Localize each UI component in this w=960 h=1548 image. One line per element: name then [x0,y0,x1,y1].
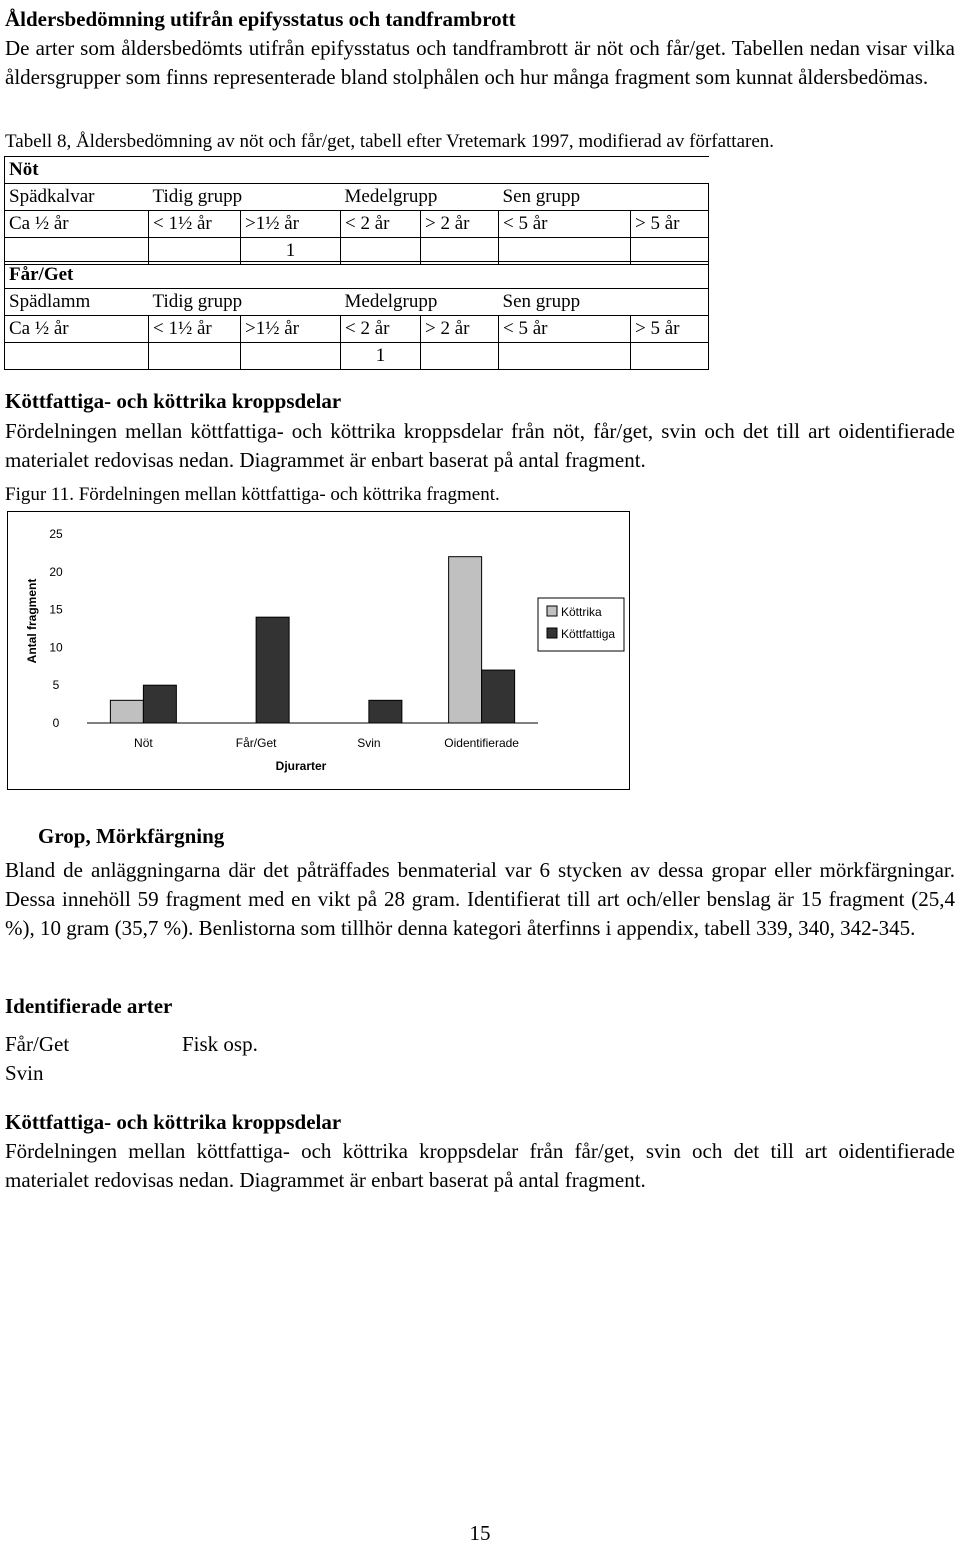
legend-swatch [547,606,557,616]
age-cell: Ca ½ år [5,211,149,238]
count-cell: 1 [341,343,421,370]
section-paragraph-grop: Bland de anläggningarna där det påträffades benmaterial var 6 stycken av dessa gropar eller mörkfärgningar. Dessa innehöll 59 fragment med en vikt på 28 gram. Identifierat till art och/eller benslag är 15 fragment (25,4 %), 10 gram (35,7 %). Benlistorna som tillhör denna kategori återfinns i appendix, tabell 339, 340, 342-345. [5,858,955,940]
age-table-not [4,156,709,265]
species-item: Svin [5,1061,44,1085]
x-tick-label: Nöt [134,736,153,750]
species-list-col1 [5,1030,175,1088]
x-axis-label: Djurarter [275,759,327,773]
y-tick-label: 0 [52,716,60,730]
species-item: Får/Get [5,1032,70,1056]
page-number: 15 [469,1521,491,1545]
chart-frame [8,512,630,790]
legend-label: Köttrika [561,605,602,619]
age-cell: > 5 år [631,316,709,343]
age-cell: < 1½ år [149,211,241,238]
y-tick-label: 5 [52,678,60,693]
group-cell: Sen grupp [499,184,709,211]
section-heading-meat-2: Köttfattiga- och köttrika kroppsdelar [5,1110,342,1134]
section-heading-age: Åldersbedömning utifrån epifysstatus och tandframbrott [5,7,516,31]
section-paragraph-meat-2: Fördelningen mellan köttfattiga- och köttrika kroppsdelar från får/get, svin och det till art oidentifierade materialet redovisas nedan. Diagrammet är enbart baserat på antal fragment. [5,1139,955,1192]
table-title-far-get: Får/Get [5,262,709,289]
age-cell: < 2 år [341,211,421,238]
age-cell: >1½ år [241,316,341,343]
count-cell [499,343,631,370]
age-cell: > 2 år [421,211,499,238]
table-title-not: Nöt [5,157,709,184]
bar-chart [7,511,630,790]
group-cell: Tidig grupp [152,186,243,207]
bar-köttfattiga [256,617,289,723]
section-heading-meat: Köttfattiga- och köttrika kroppsdelar [5,389,342,413]
section-heading-grop: Grop, Mörkfärgning [38,824,225,848]
count-cell [241,343,341,370]
x-tick-label: Svin [357,736,381,750]
count-cell [5,343,149,370]
y-tick-label: 10 [49,640,63,655]
figure-caption: Figur 11. Fördelningen mellan köttfattiga- och köttrika fragment. [5,484,500,505]
count-cell [631,343,709,370]
age-cell: Ca ½ år [5,316,149,343]
section-paragraph-meat: Fördelningen mellan köttfattiga- och köttrika kroppsdelar från nöt, får/get, svin och det till art oidentifierade materialet redovisas nedan. Diagrammet är enbart baserat på antal fragment. [5,419,955,472]
x-tick-label: Får/Get [235,736,277,750]
age-cell: < 2 år [341,316,421,343]
count-cell [421,343,499,370]
age-table-far-get [4,261,709,370]
group-cell: Medelgrupp [344,291,438,312]
bar-köttfattiga [482,670,515,723]
count-cell [149,343,241,370]
section-heading-species: Identifierade arter [5,994,173,1018]
bar-köttrika [449,557,482,723]
x-tick-label: Oidentifierade [444,736,519,750]
bar-köttfattiga [143,685,176,723]
age-cell: < 5 år [499,211,631,238]
group-cell: Tidig grupp [152,291,243,312]
y-axis-label: Antal fragment [25,578,39,664]
species-list-col2 [182,1030,382,1059]
section-paragraph-age: De arter som åldersbedömts utifrån epifysstatus och tandframbrott är nöt och får/get. Tabellen nedan visar vilka åldersgrupper som finns representerade bland stolphålen och hur många fragment som kunnat åldersbedömas. [5,36,955,89]
age-cell: > 2 år [421,316,499,343]
species-item: Fisk osp. [182,1032,258,1056]
y-tick-label: 25 [49,527,63,541]
age-cell: < 1½ år [149,316,241,343]
bar-köttrika [110,700,143,723]
y-tick-label: 15 [49,602,63,617]
group-cell: Spädlamm [5,289,149,316]
y-tick-label: 20 [49,564,63,579]
group-cell: Sen grupp [499,289,709,316]
chart-legend [538,598,624,651]
age-cell: > 5 år [631,211,709,238]
group-cell: Medelgrupp [344,186,438,207]
age-cell: < 5 år [499,316,631,343]
legend-swatch [547,628,557,638]
bar-köttfattiga [369,700,402,723]
group-cell: Spädkalvar [5,184,149,211]
count-cell: 1 [241,238,341,265]
age-cell: >1½ år [241,211,341,238]
table-caption: Tabell 8, Åldersbedömning av nöt och får/get, tabell efter Vretemark 1997, modifierad av författaren. [5,131,775,152]
legend-label: Köttfattiga [561,627,616,641]
